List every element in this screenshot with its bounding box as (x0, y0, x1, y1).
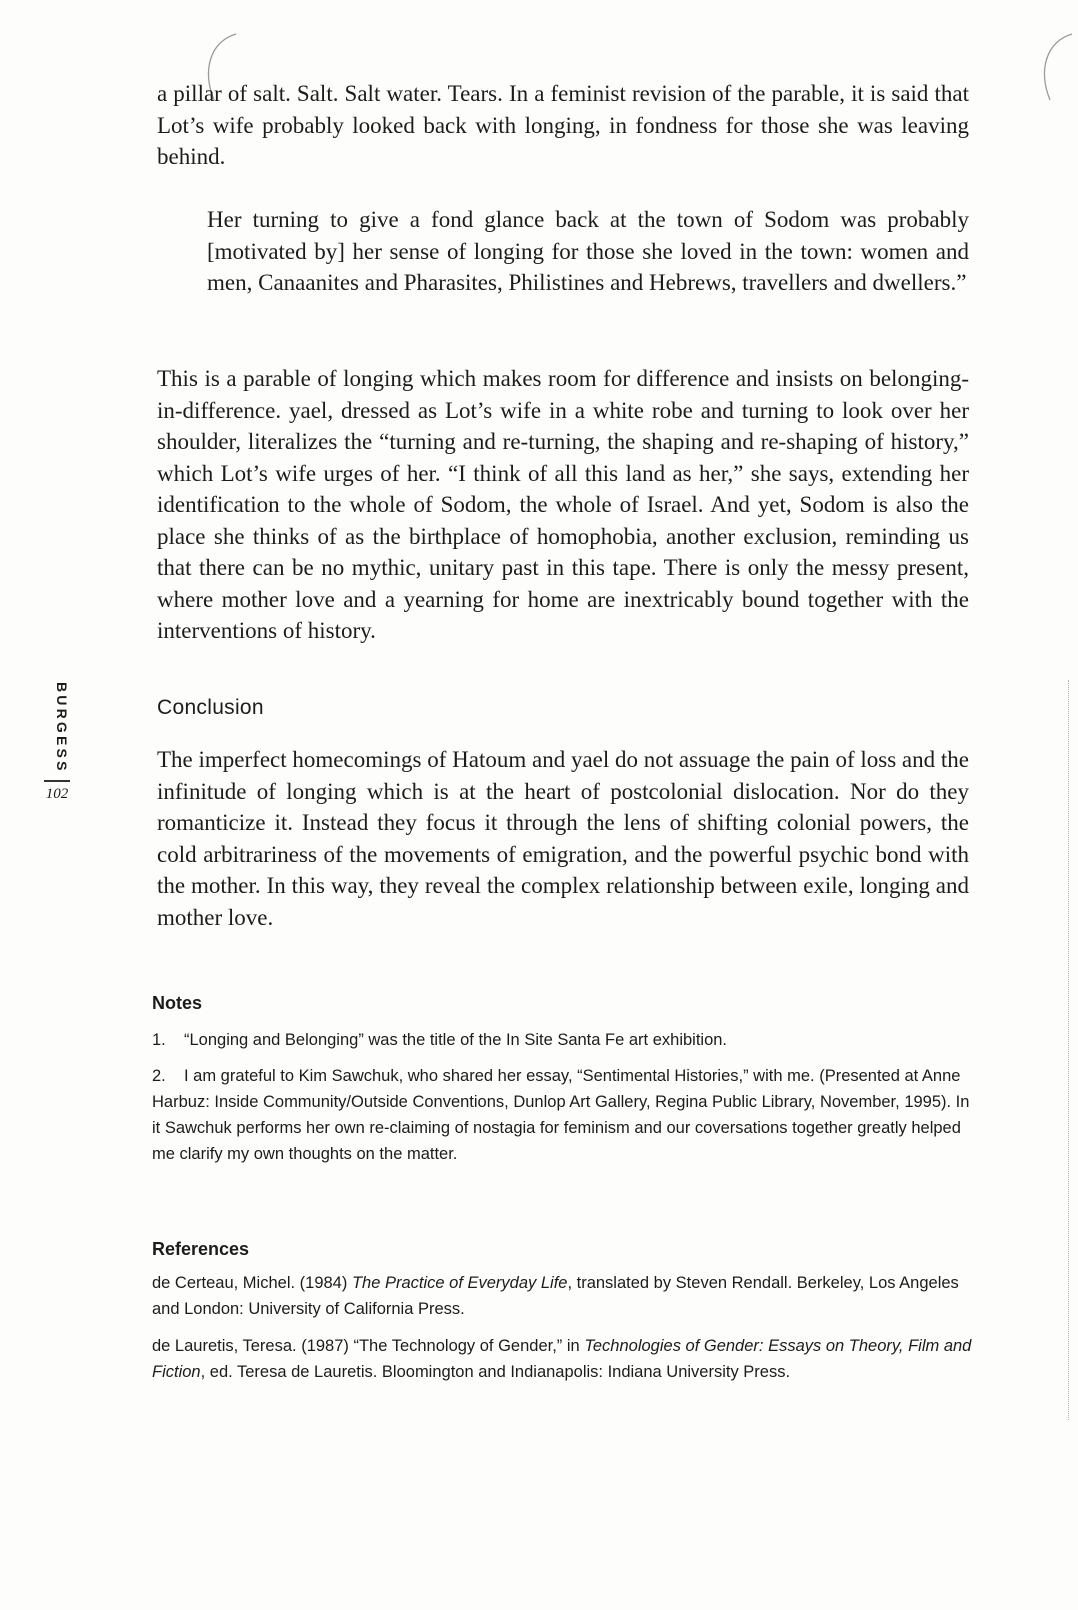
page-number: 102 (45, 786, 69, 802)
references-heading: References (152, 1239, 250, 1259)
reference-publication: , ed. Teresa de Lauretis. Bloomington and Indianapolis: Indiana University Press. (200, 1363, 791, 1381)
reference-title: Technologies of Gender: Essays on Theory, Film and Fiction (152, 1337, 972, 1381)
running-head-author: BURGESS (54, 681, 70, 774)
notes-heading: Notes (152, 993, 203, 1013)
note-item (152, 1027, 974, 1053)
scan-artifact-arc-right (1032, 30, 1078, 110)
reference-title: The Practice of Everyday Life (351, 1274, 568, 1292)
scan-artifact-edge (1068, 680, 1073, 1420)
note-text: “Longing and Belonging” was the title of the In Site Santa Fe art exhibition. (184, 1031, 728, 1049)
running-head-divider (44, 780, 70, 782)
block-quote: Her turning to give a fond glance back at the town of Sodom was probably [motivated by] her sense of longing for those she loved in the town: women and men, Canaanites and Pharasites, Philistines and Hebrews, travellers and dwellers.” (207, 207, 969, 295)
reference-author: de Lauretis, Teresa. (1987) “The Technology of Gender,” in (152, 1337, 585, 1355)
conclusion-paragraph: The imperfect homecomings of Hatoum and yael do not assuage the pain of loss and the infinitude of longing which is at the heart of postcolonial dislocation. Nor do they romanticize it. Instead they focus it through the lens of shifting colonial powers, the cold arbitrariness of the movements of emigration, and the powerful psychic bond with the mother. In this way, they reveal the complex relationship between exile, longing and mother love. (157, 747, 969, 930)
note-number: 1. (152, 1031, 166, 1049)
main-paragraph: This is a parable of longing which makes room for difference and insists on belonging-in-difference. yael, dressed as Lot’s wife in a white robe and turning to look over her shoulder, literalizes the “turning and re-turning, the shaping and re-shaping of history,” which Lot’s wife urges of her. “I think of all this land as her,” she says, extending her identification to the whole of Sodom, the whole of Israel. And yet, Sodom is also the place she thinks of as the birthplace of homophobia, another exclusion, reminding us that there can be no mythic, unitary past in this tape. There is only the messy present, where mother love and a yearning for home are inextricably bound together with the interventions of history. (157, 366, 969, 643)
note-item (152, 1063, 974, 1167)
reference-item (152, 1270, 974, 1322)
note-number: 2. (152, 1067, 166, 1085)
intro-paragraph: a pillar of salt. Salt. Salt water. Tears. In a feminist revision of the parable, it is said that Lot’s wife probably looked back with longing, in fondness for those she was leaving behind. (157, 81, 969, 169)
reference-author: de Certeau, Michel. (1984) (152, 1274, 352, 1292)
running-head (44, 680, 70, 812)
reference-publication: , translated by Steven Rendall. Berkeley, Los Angeles and London: University of California Press. (152, 1274, 959, 1318)
reference-item (152, 1333, 974, 1385)
conclusion-heading: Conclusion (157, 696, 264, 719)
note-text: I am grateful to Kim Sawchuk, who shared her essay, “Sentimental Histories,” with me. (Presented at Anne Harbuz: Inside Community/Outside Conventions, Dunlop Art Gallery, Regina Public Library, November, 1995). In it Sawchuk performs her own re-claiming of nostagia for feminism and our coversations together greatly helped me clarify my own thoughts on the matter. (152, 1067, 970, 1163)
